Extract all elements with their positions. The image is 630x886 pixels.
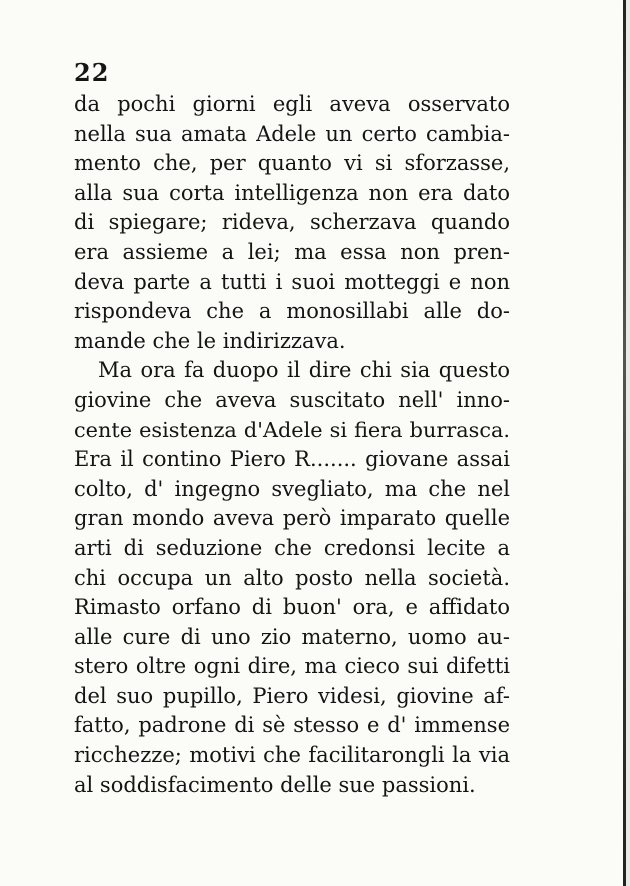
text-line: Era il contino Piero R....... giovane assai xyxy=(74,447,510,472)
text-line: giovine che aveva suscitato nell' inno- xyxy=(74,387,510,412)
text-line: deva parte a tutti i suoi motteggi e non xyxy=(74,269,510,294)
text-line: da pochi giorni egli aveva osservato xyxy=(74,92,510,116)
text-line: ricchezze; motivi che facilitarongli la via xyxy=(74,743,510,768)
text-line: Ma ora fa duopo il dire chi sia questo xyxy=(98,358,510,383)
page-number: 22 xyxy=(74,58,110,87)
text-line: stero oltre ogni dire, ma cieco sui difetti xyxy=(74,654,510,679)
page-edge-border xyxy=(623,0,626,886)
text-line: mande che le indirizzava. xyxy=(74,328,346,353)
text-line: arti di seduzione che credonsi lecite a xyxy=(74,535,510,560)
text-line: era assieme a lei; ma essa non pren- xyxy=(74,239,510,264)
text-line: mento che, per quanto vi si sforzasse, xyxy=(74,151,510,176)
text-line: alla sua corta intelligenza non era dato xyxy=(74,180,510,205)
text-line: chi occupa un alto posto nella società. xyxy=(74,565,510,590)
text-line: cente esistenza d'Adele si fiera burrasca. xyxy=(74,417,510,442)
text-line: di spiegare; rideva, scherzava quando xyxy=(74,210,510,235)
text-line: fatto, padrone di sè stesso e d' immense xyxy=(74,713,510,738)
text-line: nella sua amata Adele un certo cambia- xyxy=(74,121,510,146)
text-line: al soddisfacimento delle sue passioni. xyxy=(74,772,476,797)
text-line: gran mondo aveva però imparato quelle xyxy=(74,506,510,531)
text-line: Rimasto orfano di buon' ora, e affidato xyxy=(74,595,510,620)
text-line: rispondeva che a monosillabi alle do- xyxy=(74,299,510,324)
page-edge-shadow xyxy=(626,0,630,886)
text-line: del suo pupillo, Piero videsi, giovine af- xyxy=(74,683,510,708)
body-text xyxy=(74,90,510,800)
text-line: alle cure di uno zio materno, uomo au- xyxy=(74,624,510,649)
text-line: colto, d' ingegno svegliato, ma che nel xyxy=(74,476,510,501)
